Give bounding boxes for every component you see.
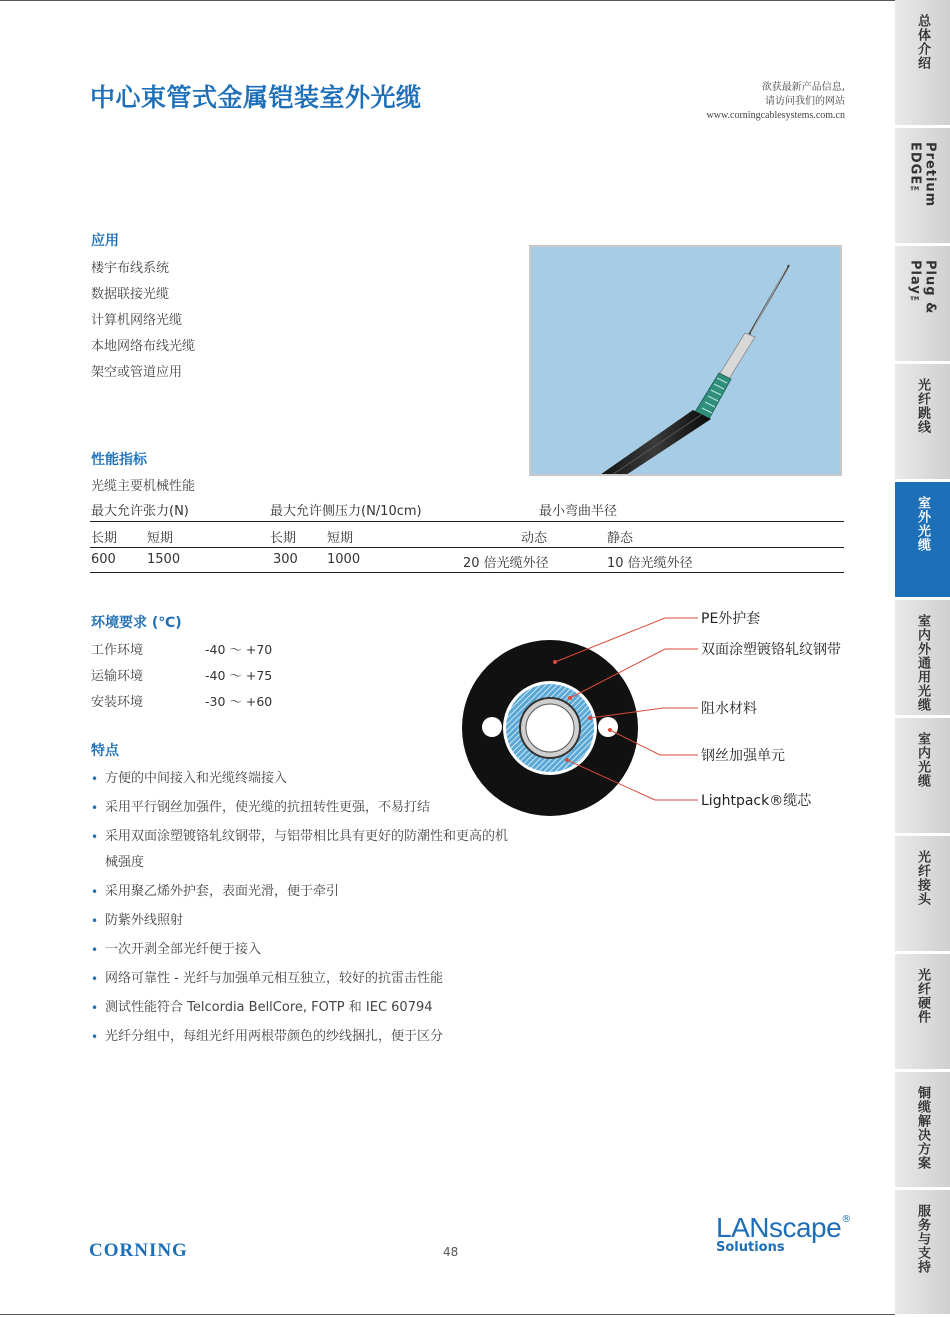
strength-wire-left — [482, 717, 502, 737]
sidebar-tab-indoor-cable[interactable] — [895, 718, 950, 836]
list-item: 数据联接光缆 — [91, 287, 170, 302]
website-note-line1: 欲获最新产品信息, — [761, 82, 845, 93]
list-item: • 方便的中间接入和光缆终端接入 — [91, 766, 511, 792]
applications-list — [91, 256, 195, 386]
strength-wire-right — [598, 717, 618, 737]
list-item: 计算机网络光缆 — [91, 313, 183, 328]
fiber-core-shape — [526, 704, 574, 752]
sidebar-tab-label: 光纤接头 — [915, 850, 930, 906]
table-subheader: 长期 — [270, 531, 297, 546]
list-item: • 防紫外线照射 — [91, 908, 511, 934]
environment-label: 运输环境 — [91, 669, 144, 684]
performance-subheading: 光缆主要机械性能 — [91, 479, 196, 494]
list-item: • 采用双面涂塑镀铬轧纹钢带，与铝带相比具有更好的防潮性和更高的机械强度 — [91, 824, 511, 876]
sidebar-tab-label: 总体介绍 — [915, 14, 930, 70]
table-rule — [90, 547, 844, 548]
table-cell: 600 — [91, 552, 116, 567]
table-header-tension: 最大允许张力(N) — [91, 504, 189, 519]
cable-cross-section-diagram — [455, 600, 875, 820]
environment-value: -30 ～ +60 — [205, 694, 273, 709]
label-water-blocking: 阻水材料 — [701, 701, 757, 717]
sidebar-tab-label: 铜缆解决方案 — [915, 1086, 930, 1170]
sidebar-tab-connectors[interactable] — [895, 836, 950, 954]
environment-label: 工作环境 — [91, 643, 144, 658]
sidebar-tab-pretium-edge[interactable] — [895, 128, 950, 246]
top-rule — [0, 0, 895, 1]
page-title: 中心束管式金属铠装室外光缆 — [90, 83, 422, 112]
sidebar-tab-overview[interactable] — [895, 0, 950, 128]
cable-illustration — [531, 247, 840, 474]
table-subheader: 动态 — [521, 531, 548, 546]
sidebar-tab-label: 服务与支持 — [915, 1204, 930, 1274]
applications-heading: 应用 — [91, 233, 119, 249]
sidebar-tab-service-support[interactable] — [895, 1190, 950, 1317]
list-item: 架空或管道应用 — [91, 365, 183, 380]
table-rule — [90, 572, 844, 573]
table-rule — [90, 521, 844, 522]
table-subheader: 静态 — [607, 531, 634, 546]
features-heading: 特点 — [91, 743, 119, 759]
table-subheader: 长期 — [91, 531, 118, 546]
features-list — [91, 766, 511, 1053]
table-header-bend: 最小弯曲半径 — [539, 504, 618, 519]
website-note — [707, 81, 845, 123]
lanscape-logo — [716, 1212, 851, 1255]
list-item: • 采用聚乙烯外护套，表面光滑，便于牵引 — [91, 879, 511, 905]
list-item: • 测试性能符合 Telcordia BellCore, FOTP 和 IEC 60794 — [91, 995, 511, 1021]
environment-heading: 环境要求 (℃) — [91, 615, 182, 631]
list-item: • 光纤分组中，每组光纤用两根带颜色的纱线捆扎，便于区分 — [91, 1024, 511, 1050]
table-subheader: 短期 — [147, 531, 174, 546]
list-item: 楼宇布线系统 — [91, 261, 170, 276]
table-cell: 20 倍光缆外径 — [463, 556, 549, 571]
label-pe-jacket: PE外护套 — [701, 611, 761, 627]
sidebar-tab-label: 室内光缆 — [915, 732, 930, 788]
corning-logo: CORNING — [89, 1240, 188, 1261]
sidebar-tab-indoor-outdoor-cable[interactable] — [895, 600, 950, 718]
lanscape-logo-sub: Solutions — [716, 1240, 785, 1255]
sidebar-tab-label: 光纤硬件 — [915, 968, 930, 1024]
environment-label: 安装环境 — [91, 695, 144, 710]
cable-photo — [529, 245, 842, 476]
list-item: • 一次开剥全部光纤便于接入 — [91, 937, 511, 963]
table-cell: 1500 — [147, 552, 181, 567]
page-number: 48 — [443, 1245, 459, 1259]
label-steel-strength: 钢丝加强单元 — [701, 748, 785, 764]
list-item: • 网络可靠性 - 光纤与加强单元相互独立，较好的抗雷击性能 — [91, 966, 511, 992]
list-item: 本地网络布线光缆 — [91, 339, 196, 354]
table-header-crush: 最大允许侧压力(N/10cm) — [270, 504, 422, 519]
section-sidebar — [895, 0, 950, 1317]
label-lightpack-core: Lightpack®缆芯 — [701, 793, 812, 809]
sidebar-tab-label: 室外光缆 — [915, 496, 930, 552]
sidebar-tab-plug-and-play[interactable] — [895, 246, 950, 364]
environment-value: -40 ～ +75 — [205, 668, 273, 683]
table-cell: 10 倍光缆外径 — [607, 556, 693, 571]
table-cell: 1000 — [327, 552, 361, 567]
list-item: • 采用平行钢丝加强件，使光缆的抗扭转性更强，不易打结 — [91, 795, 511, 821]
bottom-rule — [0, 1314, 895, 1315]
table-subheader: 短期 — [327, 531, 354, 546]
sidebar-tab-label: Pretium EDGE™ — [907, 142, 938, 208]
label-steel-tape: 双面涂塑镀铬轧纹钢带 — [701, 642, 841, 658]
sidebar-tab-copper-solutions[interactable] — [895, 1072, 950, 1190]
lanscape-logo-reg: ® — [841, 1214, 852, 1225]
performance-heading: 性能指标 — [91, 452, 147, 468]
table-cell: 300 — [273, 552, 298, 567]
lanscape-logo-main: LANscape — [716, 1212, 842, 1243]
sidebar-tab-label: 光纤跳线 — [915, 378, 930, 434]
environment-value: -40 ～ +70 — [205, 642, 273, 657]
sidebar-tab-hardware[interactable] — [895, 954, 950, 1072]
website-note-line2: 请访问我们的网站 — [765, 96, 845, 107]
sidebar-tab-outdoor-cable[interactable] — [895, 482, 950, 600]
sidebar-tab-label: 室内外通用光缆 — [915, 614, 930, 712]
sidebar-tab-label: Plug & Play™ — [907, 260, 938, 315]
sidebar-tab-patch-cords[interactable] — [895, 364, 950, 482]
website-url-link[interactable]: www.corningcablesystems.com.cn — [706, 110, 845, 121]
